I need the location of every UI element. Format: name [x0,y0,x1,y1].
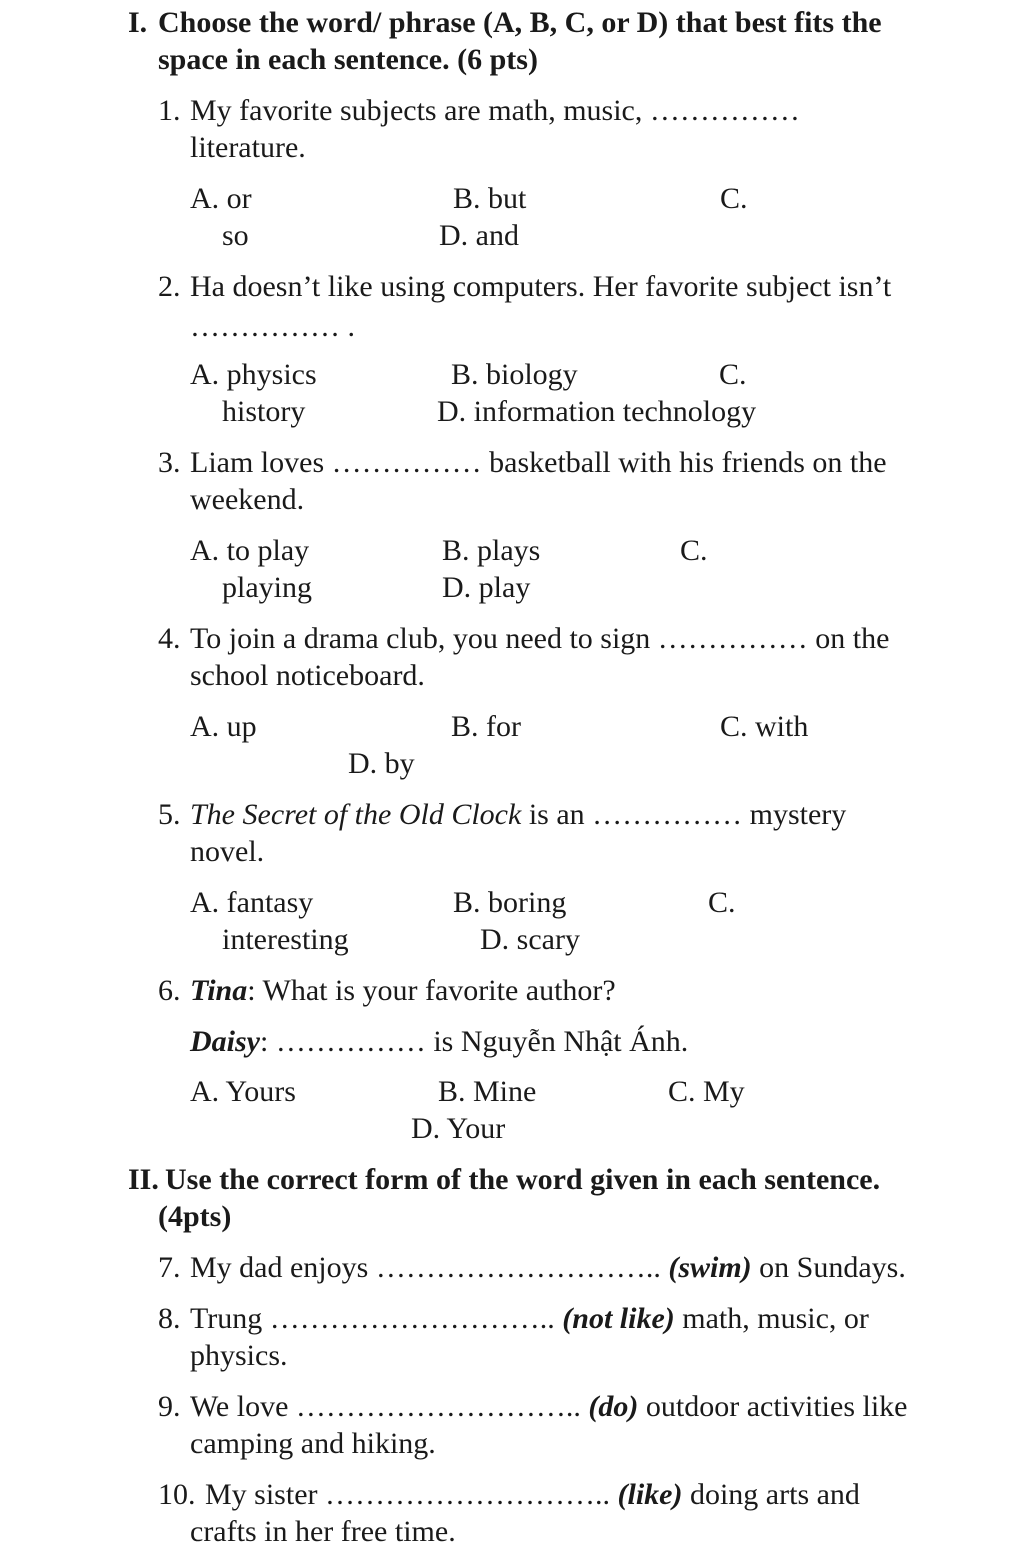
question-text-line2: crafts in her free time. [190,1515,456,1548]
option-b: B. boring [453,886,567,919]
option-d: D. play [442,571,531,604]
option-d: D. by [348,747,415,780]
speaker-name: Tina [190,974,248,1007]
option-c: C. [708,886,736,919]
word-hint: (not like) [562,1302,675,1335]
question-text: Ha doesn’t like using computers. Her favorite subject isn’t [190,270,892,303]
question-number: 10. [158,1478,196,1511]
option-c-text: interesting [222,923,349,956]
option-c: C. with [720,710,809,743]
option-b: B. for [451,710,521,743]
speaker-name: Daisy [190,1025,260,1058]
section-1-heading-line2: space in each sentence. (6 pts) [158,43,538,76]
question-text-line2: school noticeboard. [190,659,425,692]
question-number: 4. [158,622,181,655]
question-text [205,1476,860,1513]
dialogue-line-1 [190,972,616,1009]
section-1-number: I. [128,6,148,39]
option-a: A. up [190,710,257,743]
question-text [190,1388,907,1425]
book-title: The Secret of the Old Clock [190,798,522,831]
option-d: D. Your [411,1112,506,1145]
option-c: C. [720,182,748,215]
word-hint: (like) [617,1478,683,1511]
question-text: Liam loves …………… basketball with his friends on the [190,446,887,479]
question-number: 9. [158,1390,181,1423]
question-text: To join a drama club, you need to sign …………… on the [190,622,890,655]
option-d: D. and [439,219,519,252]
question-text-pre: My dad enjoys ……………………….. [190,1251,669,1284]
option-c: C. My [668,1075,745,1108]
option-c-text: history [222,395,306,428]
option-c: C. [680,534,708,567]
option-c-text: so [222,219,249,252]
question-text: My favorite subjects are math, music, …………… [190,94,800,127]
word-hint: (swim) [668,1251,752,1284]
question-text-line2: camping and hiking. [190,1427,436,1460]
option-a: A. or [190,182,252,215]
section-2-number: II. [128,1163,159,1196]
option-b: B. but [453,182,527,215]
dialogue-text: : What is your favorite author? [247,974,616,1007]
question-number: 1. [158,94,181,127]
question-text [190,1249,906,1286]
question-number: 2. [158,270,181,303]
option-a: A. Yours [190,1075,296,1108]
option-d: D. information technology [437,395,757,428]
question-text-post: on Sundays. [751,1251,906,1284]
question-text-post: math, music, or [674,1302,869,1335]
option-d: D. scary [480,923,580,956]
section-1-heading: Choose the word/ phrase (A, B, C, or D) that best fits the [158,6,882,39]
option-b: B. plays [442,534,541,567]
question-text-line2: novel. [190,835,265,868]
question-text-rest: is an …………… mystery [521,798,847,831]
option-a: A. to play [190,534,310,567]
question-text-line2: physics. [190,1339,288,1372]
question-number: 3. [158,446,181,479]
option-a: A. physics [190,358,317,391]
option-a: A. fantasy [190,886,314,919]
question-text [190,796,846,833]
question-text-line2: weekend. [190,483,305,516]
question-text-post: outdoor activities like [638,1390,908,1423]
section-2-heading: Use the correct form of the word given in each sentence. [165,1163,881,1196]
question-text-post: doing arts and [682,1478,860,1511]
question-number: 7. [158,1251,181,1284]
question-text-pre: We love ……………………….. [190,1390,589,1423]
question-text-pre: My sister ……………………….. [205,1478,618,1511]
option-c: C. [719,358,747,391]
question-number: 6. [158,974,181,1007]
dialogue-text: : …………… is Nguyễn Nhật Ánh. [260,1025,689,1058]
option-b: B. Mine [438,1075,537,1108]
option-b: B. biology [451,358,578,391]
word-hint: (do) [588,1390,639,1423]
question-text-line2: literature. [190,131,306,164]
answer-blank: …………… . [190,310,355,343]
section-2-heading-line2: (4pts) [158,1200,232,1233]
question-number: 8. [158,1302,181,1335]
question-number: 5. [158,798,181,831]
option-c-text: playing [222,571,312,604]
question-text-pre: Trung ……………………….. [190,1302,563,1335]
question-text [190,1300,869,1337]
dialogue-line-2 [190,1023,688,1060]
